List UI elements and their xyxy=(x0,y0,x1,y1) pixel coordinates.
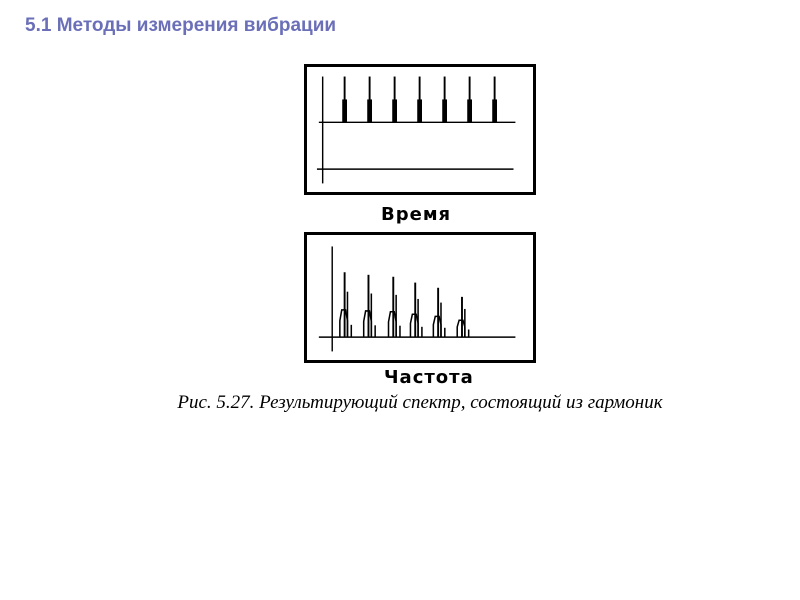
time-axis-label: Время xyxy=(381,204,452,225)
figure-caption: Рис. 5.27. Результирующий спектр, состоящий из гармоник xyxy=(177,392,663,413)
time-domain-svg xyxy=(307,67,533,192)
time-pulse-body xyxy=(367,99,372,122)
frequency-spectrum-svg xyxy=(307,235,533,360)
time-pulse-body xyxy=(392,99,397,122)
time-pulse-body xyxy=(467,99,472,122)
time-domain-plot xyxy=(304,64,536,195)
time-pulse-body xyxy=(342,99,347,122)
frequency-axis-label: Частота xyxy=(384,367,474,388)
time-pulse-body xyxy=(417,99,422,122)
time-pulses-group xyxy=(342,77,497,123)
frequency-spectrum-plot xyxy=(304,232,536,363)
time-pulse-body xyxy=(492,99,497,122)
slide-title: 5.1 Методы измерения вибрации xyxy=(25,15,337,36)
time-pulse-body xyxy=(442,99,447,122)
frequency-peaks-group xyxy=(340,272,469,337)
